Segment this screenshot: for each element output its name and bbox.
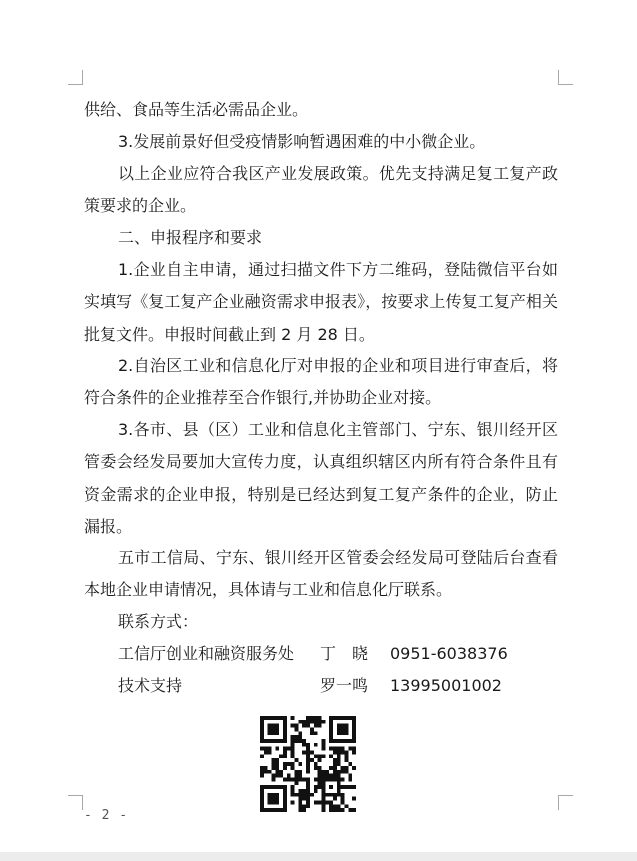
margin-mark-top-right	[558, 70, 573, 85]
margin-mark-bottom-left	[68, 795, 83, 810]
paragraph-continued: 供给、食品等生活必需品企业。	[84, 100, 309, 119]
contact-phone: 13995001002	[390, 676, 502, 695]
contact-department: 技术支持	[118, 676, 183, 695]
contact-department: 工信厅创业和融资服务处	[118, 644, 295, 663]
contact-person: 丁 晓	[320, 644, 369, 663]
margin-mark-bottom-right	[558, 795, 573, 810]
margin-mark-top-left	[68, 70, 83, 85]
contact-heading: 联系方式：	[118, 612, 199, 631]
section-heading: 二、申报程序和要求	[118, 228, 263, 247]
paragraph-backend: 五市工信局、宁东、银川经开区管委会经发局可登陆后台查看本地企业申请情况，具体请与工业和信息化厅联系。	[84, 548, 558, 600]
paragraph-item-3: 3.发展前景好但受疫情影响暂遇困难的中小微企业。	[118, 132, 486, 151]
paragraph-step-3: 3.各市、县（区）工业和信息化主管部门、宁东、银川经开区管委会经发局要加大宣传力度，认真组织辖区内所有符合条件且有资金需求的企业申报，特别是已经达到复工复产条件的企业，防止漏报。	[84, 420, 558, 536]
window-bottom-edge	[0, 852, 637, 861]
qr-code-icon[interactable]	[260, 716, 356, 812]
page-number: - 2 -	[84, 808, 129, 823]
contact-person: 罗一鸣	[320, 676, 369, 695]
paragraph-step-1: 1.企业自主申请，通过扫描文件下方二维码，登陆微信平台如实填写《复工复产企业融资需求申报表》，按要求上传复工复产相关批复文件。申报时间截止到 2 月 28 日。	[84, 260, 558, 344]
paragraph-step-2: 2.自治区工业和信息化厅对申报的企业和项目进行审查后，将符合条件的企业推荐至合作银行,并协助企业对接。	[84, 356, 558, 408]
contact-phone: 0951-6038376	[390, 644, 508, 663]
paragraph-policy: 以上企业应符合我区产业发展政策。优先支持满足复工复产政策要求的企业。	[84, 164, 558, 216]
